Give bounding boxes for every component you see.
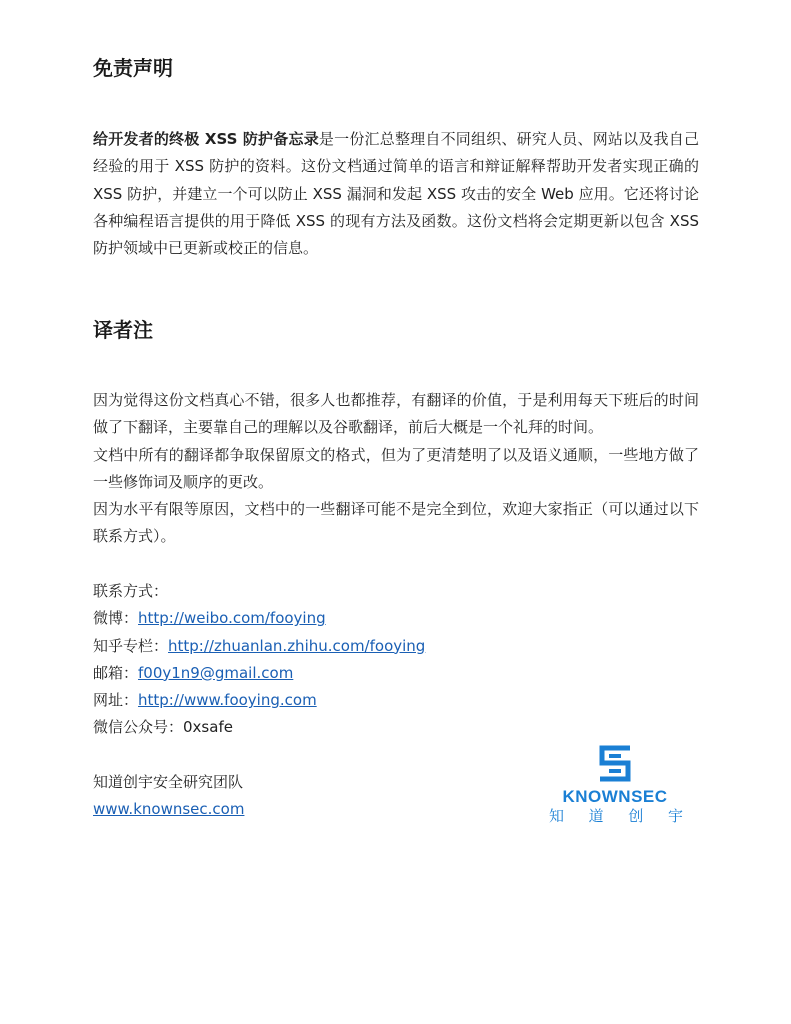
- contact-weibo: [93, 605, 699, 632]
- translator-note-title: 译者注: [93, 318, 153, 342]
- team-link[interactable]: www.knownsec.com: [93, 800, 245, 819]
- site-link[interactable]: http://www.fooying.com: [138, 691, 317, 710]
- zhihu-label: 知乎专栏：: [93, 636, 169, 655]
- email-link[interactable]: f00y1n9@gmail.com: [138, 663, 294, 682]
- contact-heading: 联系方式：: [93, 582, 169, 600]
- knownsec-emblem-icon: [545, 744, 685, 786]
- contact-wechat: [93, 714, 699, 741]
- weibo-link[interactable]: http://weibo.com/fooying: [138, 609, 326, 628]
- email-label: 邮箱：: [93, 663, 139, 682]
- wechat-id: 0xsafe: [183, 718, 233, 737]
- logo-char: 宇: [667, 807, 683, 825]
- disclaimer-bold-lead: 给开发者的终极 XSS 防护备忘录: [93, 130, 319, 148]
- knownsec-logo: [545, 744, 685, 824]
- logo-char: 创: [628, 807, 644, 825]
- translator-note-paragraph: 因为觉得这份文档真心不错，很多人也都推荐，有翻译的价值，于是利用每天下班后的时间做了下翻译，主要靠自己的理解以及谷歌翻译，前后大概是一个礼拜的时间。: [93, 391, 699, 437]
- zhihu-link[interactable]: http://zhuanlan.zhihu.com/fooying: [168, 636, 426, 655]
- team-name: 知道创宇安全研究团队: [93, 773, 244, 791]
- logo-char: 道: [588, 807, 604, 825]
- disclaimer-body: 是一份汇总整理自不同组织、研究人员、网站以及我自己经验的用于 XSS 防护的资料。这份文档通过简单的语言和辩证解释帮助开发者实现正确的 XSS 防护，并建立一个可以防止 XSS 漏洞和发起 XSS 攻击的安全 Web 应用。它还将讨论各种编程语言提供的用于降低 XSS 的现有方法及函数。这份文档将会定期更新以包含 XSS 防护领域中已更新或校正的信息。: [93, 130, 699, 258]
- translator-note-paragraph: 文档中所有的翻译都争取保留原文的格式，但为了更清楚明了以及语义通顺，一些地方做了一些修饰词及顺序的更改。: [93, 445, 699, 491]
- logo-char: 知: [549, 807, 565, 825]
- contact-block: [93, 578, 699, 742]
- weibo-label: 微博：: [93, 609, 139, 628]
- wechat-label: 微信公众号：: [93, 718, 184, 737]
- disclaimer-title: 免责声明: [93, 56, 173, 80]
- contact-zhihu: [93, 633, 699, 660]
- disclaimer-paragraph: [93, 126, 699, 262]
- contact-email: [93, 660, 699, 687]
- logo-chinese-name: [549, 805, 683, 826]
- translator-note-body: [93, 387, 699, 551]
- logo-wordmark: KNOWNSEC: [562, 787, 668, 806]
- translator-note-paragraph: 因为水平有限等原因，文档中的一些翻译可能不是完全到位，欢迎大家指正（可以通过以下联系方式）。: [93, 500, 699, 546]
- site-label: 网址：: [93, 691, 139, 710]
- contact-site: [93, 687, 699, 714]
